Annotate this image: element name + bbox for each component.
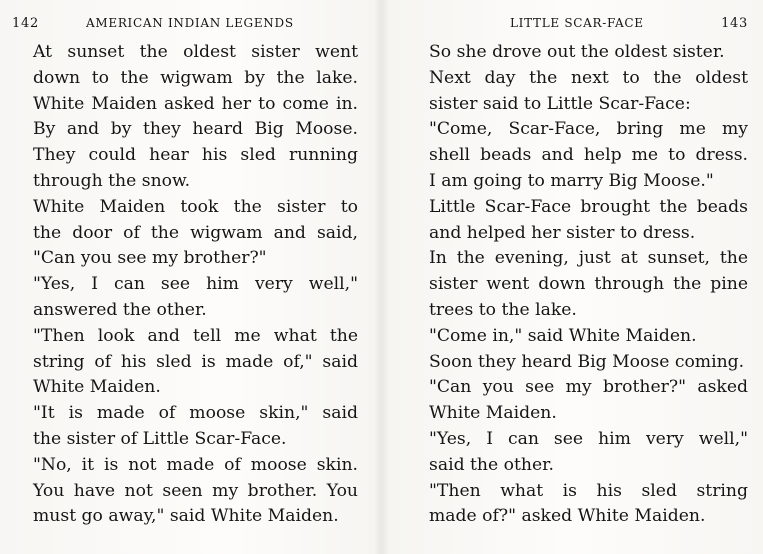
paragraph [408,350,748,376]
text-line: "It is made of moose skin," said [33,403,358,424]
paragraph [408,40,748,66]
paragraph [408,246,748,323]
text-line: You have not seen my brother. You [33,480,358,501]
text-line: sister went down through the pine [429,274,748,295]
paragraph [408,117,748,194]
text-line: White Maiden asked her to come in. [33,93,358,114]
page-number: 142 [12,16,39,31]
text-line: through the snow. [33,170,191,191]
text-line: answered the other. [33,299,207,320]
paragraph [12,401,358,453]
text-line: "Yes, I can see him very well," [429,428,748,449]
text-line: White Maiden. [33,377,161,398]
right-page-header [408,0,748,30]
paragraph [408,66,748,118]
right-page [408,0,748,530]
text-line: Next day the next to the oldest [429,67,748,88]
text-line: string of his sled is made of," said [33,351,358,372]
paragraph [408,479,748,531]
paragraph [408,324,748,350]
paragraph [12,195,358,272]
text-line: and helped her sister to dress. [429,222,696,243]
paragraph [12,272,358,324]
text-line: must go away," said White Maiden. [33,506,339,527]
text-line: down to the wigwam by the lake. [33,67,358,88]
running-head: LITTLE SCAR-FACE [510,16,644,30]
running-head: AMERICAN INDIAN LEGENDS [86,16,294,30]
left-page [12,0,358,530]
paragraph [12,453,358,530]
text-line: shell beads and help me to dress. [429,145,748,166]
paragraph [408,195,748,247]
text-line: "Yes, I can see him very well," [33,274,358,295]
text-line: They could hear his sled running [33,145,358,166]
text-line: made of?" asked White Maiden. [429,506,706,527]
text-line: Soon they heard Big Moose coming. [429,351,745,372]
text-line: White Maiden took the sister to [33,196,358,217]
text-line: In the evening, just at sunset, the [429,248,748,269]
text-line: At sunset the oldest sister went [33,42,358,62]
paragraph [408,427,748,479]
text-line: White Maiden. [429,403,557,424]
paragraph [408,375,748,427]
text-line: "Then look and tell me what the [33,325,358,346]
text-line: Little Scar-Face brought the beads [429,196,748,217]
page-number: 143 [721,16,748,31]
text-line: "Then what is his sled string [429,480,748,501]
text-line: "No, it is not made of moose skin. [33,454,358,475]
left-page-body [12,40,358,530]
text-line: By and by they heard Big Moose. [33,119,358,140]
text-line: I am going to marry Big Moose." [429,170,714,191]
text-line: So she drove out the oldest sister. [429,42,725,62]
paragraph [12,324,358,401]
right-page-body [408,40,748,530]
text-line: "Come, Scar-Face, bring me my [429,119,748,140]
text-line: the door of the wigwam and said, [33,222,358,243]
paragraph [12,40,358,195]
text-line: "Come in," said White Maiden. [429,325,697,346]
text-line: the sister of Little Scar-Face. [33,428,287,449]
text-line: sister said to Little Scar-Face: [429,93,691,114]
text-line: trees to the lake. [429,299,577,320]
text-line: "Can you see my brother?" asked [429,377,748,398]
text-line: said the other. [429,454,554,475]
left-page-header [12,0,358,30]
text-line: "Can you see my brother?" [33,248,267,269]
